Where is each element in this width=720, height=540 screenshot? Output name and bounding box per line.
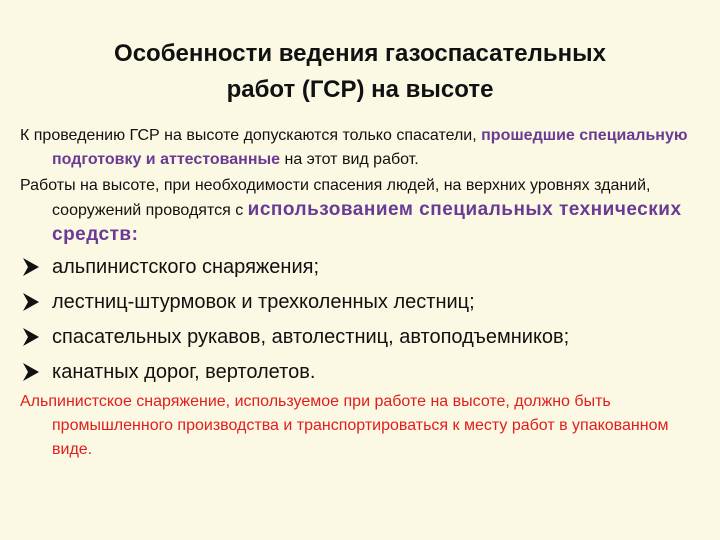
bullet-item — [20, 285, 698, 320]
arrow-bullet-icon — [22, 327, 40, 347]
arrow-bullet-icon — [22, 362, 40, 382]
paragraph-works-text-a: Работы на высоте, при необходимости спасения людей, на верхних уровнях зданий, сооружений проводятся с — [20, 177, 651, 219]
title-line-2: работ (ГСР) на высоте — [226, 76, 494, 103]
paragraph-admission-text-b: на этот вид работ. — [280, 151, 419, 168]
paragraph-works — [20, 174, 698, 248]
bullet-item-text: лестниц-штурмовок и трехколенных лестниц; — [52, 291, 475, 313]
arrow-bullet-icon — [22, 292, 40, 312]
paragraph-works-highlight: использованием специальных технических средств: — [52, 199, 682, 245]
bullet-item — [20, 320, 698, 355]
arrow-bullet-icon — [22, 257, 40, 277]
slide-body — [20, 124, 698, 464]
paragraph-admission — [20, 124, 698, 172]
bullet-item-text: канатных дорог, вертолетов. — [52, 361, 316, 383]
bullet-item — [20, 250, 698, 285]
title-line-1: Особенности ведения газоспасательных — [114, 40, 606, 67]
paragraph-admission-highlight: прошедшие специальную подготовку и аттестованные — [52, 127, 688, 168]
bullet-item — [20, 355, 698, 390]
bullet-item-text: спасательных рукавов, автолестниц, автоподъемников; — [52, 326, 570, 348]
slide-title — [40, 36, 680, 108]
equipment-note: Альпинистское снаряжение, используемое при работе на высоте, должно быть промышленного производства и транспортироваться к месту работ в упакованном виде. — [20, 393, 669, 458]
paragraph-admission-text-a: К проведению ГСР на высоте допускаются только спасатели, — [20, 127, 482, 144]
bullet-item-text: альпинистского снаряжения; — [52, 256, 320, 278]
